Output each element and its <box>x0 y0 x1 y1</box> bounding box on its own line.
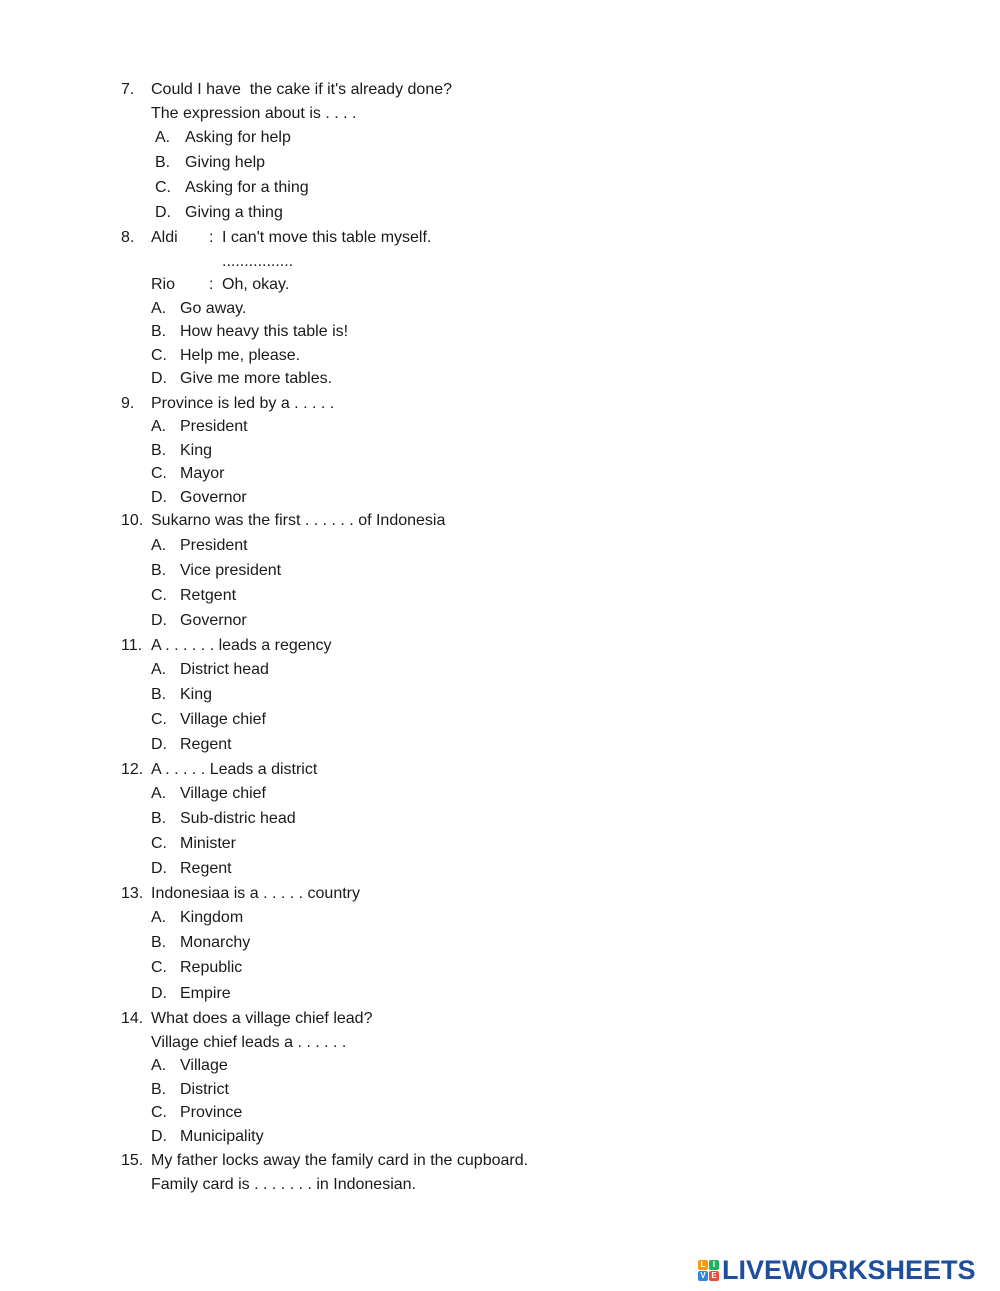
option-label: C. <box>151 1104 167 1121</box>
option-label: B. <box>155 154 171 171</box>
option-label: B. <box>151 562 167 579</box>
option-text[interactable]: Minister <box>180 835 237 852</box>
question-15-number: 15. <box>121 1152 144 1169</box>
question-10-number: 10. <box>121 512 144 529</box>
option-text[interactable]: Kingdom <box>180 909 244 926</box>
option-text[interactable]: Give me more tables. <box>180 370 333 387</box>
question-9-number: 9. <box>121 395 135 412</box>
question-13-text: Indonesiaa is a . . . . . country <box>151 885 360 902</box>
option-label: A. <box>151 300 167 317</box>
option-label: B. <box>151 686 167 703</box>
dialog-line: I can't move this table myself. <box>222 229 432 246</box>
liveworksheets-logo <box>698 1255 976 1285</box>
logo-mark-icon: L I V E <box>698 1260 719 1281</box>
option-label: D. <box>151 985 167 1002</box>
option-text[interactable]: King <box>180 442 213 459</box>
option-label: B. <box>151 442 167 459</box>
option-text[interactable]: President <box>180 418 248 435</box>
option-text[interactable]: Empire <box>180 985 231 1002</box>
option-label: B. <box>151 934 167 951</box>
option-text[interactable]: Vice president <box>180 562 282 579</box>
option-text[interactable]: Retgent <box>180 587 237 604</box>
option-text[interactable]: King <box>180 686 213 703</box>
option-text[interactable]: Go away. <box>180 300 247 317</box>
option-text[interactable]: Regent <box>180 736 232 753</box>
question-14-subtext: Village chief leads a . . . . . . <box>151 1034 347 1051</box>
option-text[interactable]: Giving a thing <box>185 204 283 221</box>
option-label: A. <box>151 1057 167 1074</box>
option-text[interactable]: President <box>180 537 248 554</box>
option-label: D. <box>151 489 167 506</box>
logo-text: LIVEWORKSHEETS <box>722 1254 976 1285</box>
option-label: C. <box>151 347 167 364</box>
question-14-number: 14. <box>121 1010 144 1027</box>
option-label: A. <box>151 909 167 926</box>
option-label: B. <box>151 1081 167 1098</box>
question-11-text: A . . . . . . leads a regency <box>151 637 332 654</box>
option-label: C. <box>155 179 171 196</box>
option-text[interactable]: Mayor <box>180 465 225 482</box>
option-label: D. <box>151 1128 167 1145</box>
option-label: C. <box>151 711 167 728</box>
option-text[interactable]: Monarchy <box>180 934 251 951</box>
option-text[interactable]: Asking for a thing <box>185 179 309 196</box>
option-label: D. <box>151 736 167 753</box>
option-text[interactable]: How heavy this table is! <box>180 323 349 340</box>
dialog-speaker: Aldi <box>151 229 178 246</box>
question-7-number: 7. <box>121 81 135 98</box>
option-text[interactable]: Municipality <box>180 1128 264 1145</box>
dialog-speaker: Rio <box>151 276 176 293</box>
question-13-number: 13. <box>121 885 144 902</box>
option-label: C. <box>151 587 167 604</box>
option-label: A. <box>151 537 167 554</box>
question-8-number: 8. <box>121 229 135 246</box>
dialog-colon: : <box>209 229 214 246</box>
dialog-colon: : <box>209 276 214 293</box>
option-text[interactable]: Regent <box>180 860 232 877</box>
option-label: C. <box>151 835 167 852</box>
option-label: B. <box>151 323 167 340</box>
option-text[interactable]: Sub-distric head <box>180 810 296 827</box>
question-7-text: Could I have the cake if it's already done? <box>151 81 453 98</box>
option-text[interactable]: Village chief <box>180 711 266 728</box>
option-text[interactable]: Province <box>180 1104 243 1121</box>
question-12-text: A . . . . . Leads a district <box>151 761 318 778</box>
question-15-subtext: Family card is . . . . . . . in Indonesian. <box>151 1176 416 1193</box>
option-text[interactable]: Governor <box>180 489 247 506</box>
option-label: C. <box>151 465 167 482</box>
option-label: C. <box>151 959 167 976</box>
dialog-blank[interactable]: ................ <box>222 253 294 270</box>
option-label: A. <box>151 785 167 802</box>
option-label: D. <box>151 612 167 629</box>
question-9-text: Province is led by a . . . . . <box>151 395 335 412</box>
question-11-number: 11. <box>121 637 143 654</box>
option-text[interactable]: Republic <box>180 959 243 976</box>
question-10-text: Sukarno was the first . . . . . . of Indonesia <box>151 512 446 529</box>
option-text[interactable]: District <box>180 1081 229 1098</box>
option-label: D. <box>155 204 171 221</box>
option-label: D. <box>151 860 167 877</box>
option-label: A. <box>151 418 167 435</box>
question-14-text: What does a village chief lead? <box>151 1010 373 1027</box>
option-text[interactable]: Help me, please. <box>180 347 301 364</box>
option-label: D. <box>151 370 167 387</box>
option-label: A. <box>151 661 167 678</box>
question-15-text: My father locks away the family card in the cupboard. <box>151 1152 529 1169</box>
option-text[interactable]: Village chief <box>180 785 266 802</box>
option-text[interactable]: Giving help <box>185 154 266 171</box>
option-text[interactable]: District head <box>180 661 269 678</box>
question-7-subtext: The expression about is . . . . <box>151 105 357 122</box>
option-text[interactable]: Governor <box>180 612 247 629</box>
option-label: B. <box>151 810 167 827</box>
option-text[interactable]: Asking for help <box>185 129 291 146</box>
option-text[interactable]: Village <box>180 1057 228 1074</box>
dialog-line: Oh, okay. <box>222 276 290 293</box>
question-12-number: 12. <box>121 761 144 778</box>
option-label: A. <box>155 129 171 146</box>
